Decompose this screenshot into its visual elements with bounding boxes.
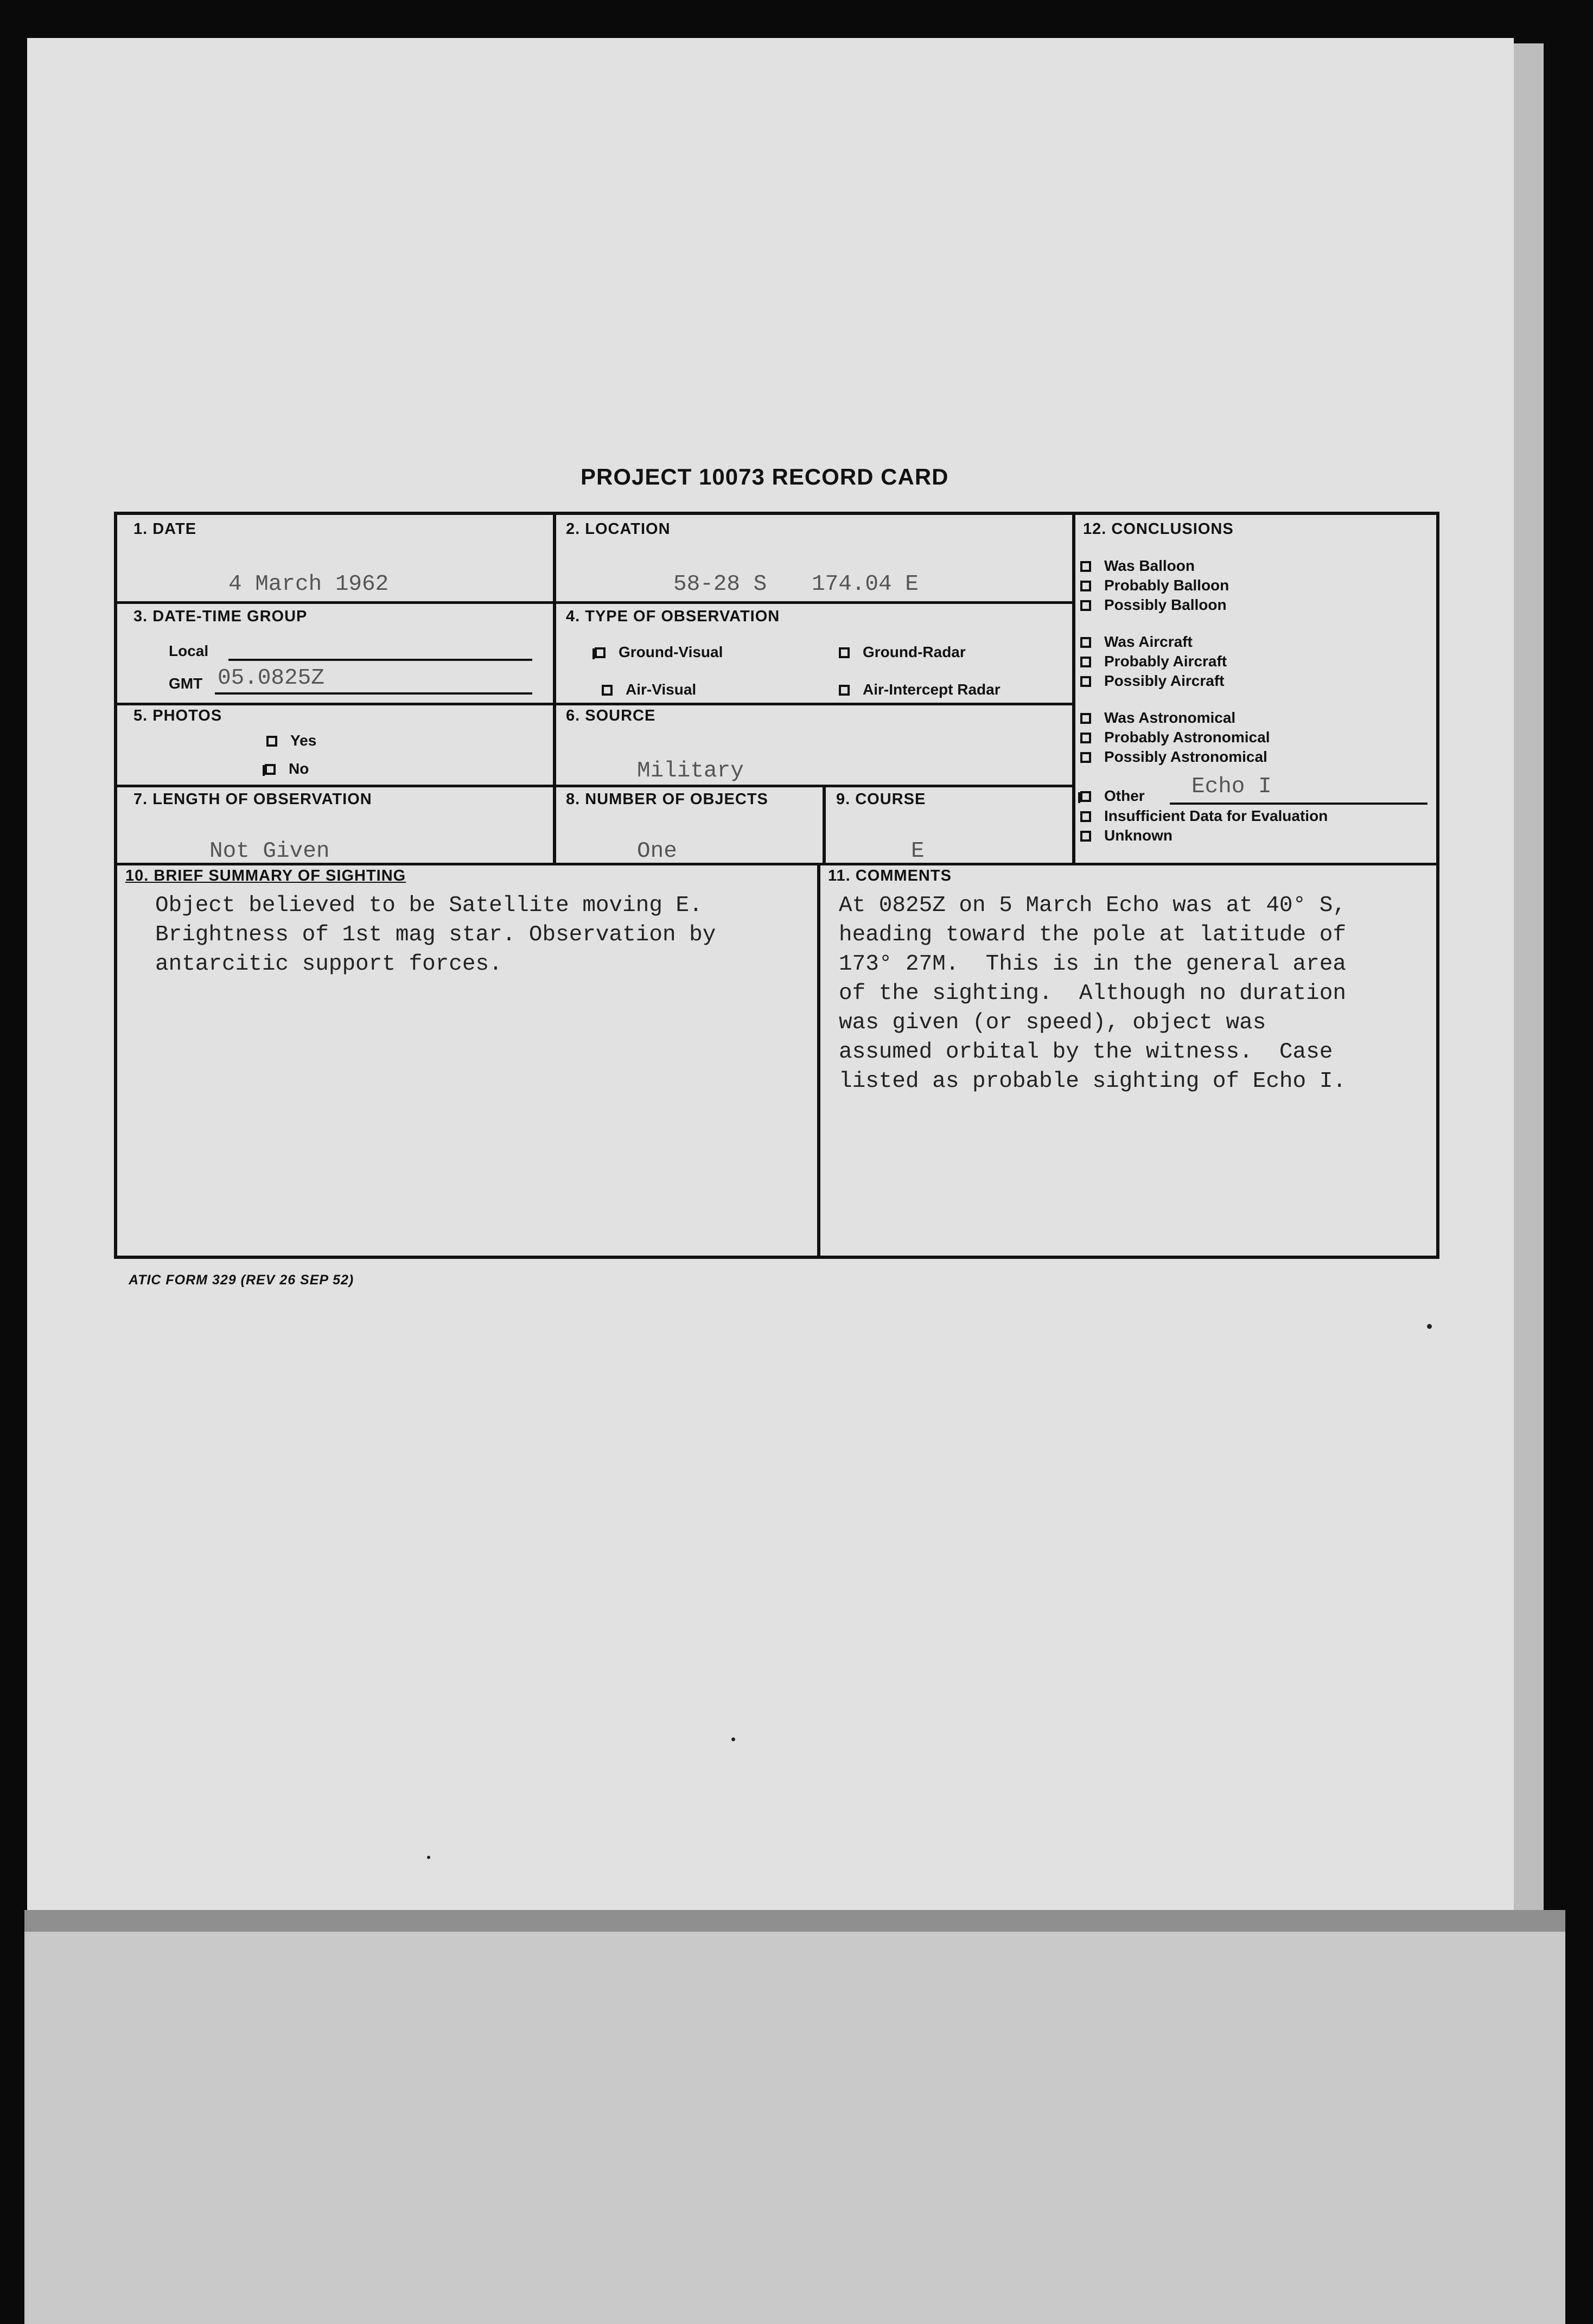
conclusion-checkbox bbox=[1080, 676, 1091, 687]
conclusion-item bbox=[1080, 672, 1224, 690]
paper-edge bbox=[1514, 43, 1544, 1910]
location-lat: 58-28 S bbox=[673, 572, 767, 597]
conclusion-other-checkbox bbox=[1080, 791, 1091, 802]
conclusion-checkbox bbox=[1080, 713, 1091, 724]
sheet-fold bbox=[24, 1910, 1565, 1932]
local-label: Local bbox=[169, 642, 209, 659]
gmt-label: GMT bbox=[169, 675, 203, 692]
conclusion-text: Probably Balloon bbox=[1104, 577, 1229, 594]
rule-col-a bbox=[553, 515, 556, 863]
conclusion-text: Was Balloon bbox=[1104, 557, 1195, 574]
conclusion-item bbox=[1080, 729, 1270, 746]
conclusion-checkbox bbox=[1080, 561, 1091, 572]
conclusion-unknown-text: Unknown bbox=[1104, 827, 1173, 844]
photos-yes-option bbox=[266, 732, 316, 749]
location-lon: 174.04 E bbox=[812, 572, 919, 597]
conclusion-unknown bbox=[1080, 827, 1173, 844]
comments-line-1: At 0825Z on 5 March Echo was at 40° S, bbox=[839, 893, 1346, 918]
conclusion-unknown-checkbox bbox=[1080, 831, 1091, 842]
comments-label: 11. COMMENTS bbox=[828, 867, 952, 884]
ground-visual-checkbox bbox=[595, 647, 606, 658]
rule-row-2 bbox=[117, 703, 1074, 705]
summary-line-2: Brightness of 1st mag star. Observation by bbox=[155, 922, 716, 947]
conclusion-item bbox=[1080, 557, 1195, 575]
air-visual-option bbox=[602, 681, 696, 698]
conclusions-label: 12. CONCLUSIONS bbox=[1083, 520, 1234, 538]
conclusion-other-text: Other bbox=[1104, 787, 1145, 804]
conclusion-insufficient bbox=[1080, 807, 1328, 825]
form-id: ATIC FORM 329 (REV 26 SEP 52) bbox=[129, 1272, 354, 1288]
gmt-value: 05.0825Z bbox=[218, 666, 324, 691]
ground-radar-option bbox=[839, 644, 966, 661]
date-label: 1. DATE bbox=[133, 520, 197, 538]
summary-line-1: Object believed to be Satellite moving E. bbox=[155, 893, 703, 918]
conclusion-checkbox bbox=[1080, 733, 1091, 743]
conclusion-text: Possibly Astronomical bbox=[1104, 748, 1267, 765]
photos-no-text: No bbox=[289, 760, 309, 777]
conclusion-insufficient-text: Insufficient Data for Evaluation bbox=[1104, 807, 1328, 824]
conclusion-other-underline bbox=[1170, 803, 1428, 805]
conclusion-other-value: Echo I bbox=[1191, 774, 1272, 799]
photos-no-option bbox=[265, 760, 309, 778]
card-title: PROJECT 10073 RECORD CARD bbox=[581, 464, 949, 489]
comments-line-7: listed as probable sighting of Echo I. bbox=[839, 1069, 1346, 1094]
comments-line-4: of the sighting. Although no duration bbox=[839, 981, 1346, 1006]
length-value: Not Given bbox=[209, 839, 330, 864]
lower-sheet bbox=[24, 1910, 1565, 2324]
ground-radar-text: Ground-Radar bbox=[863, 644, 966, 660]
conclusion-item bbox=[1080, 633, 1193, 651]
photos-label: 5. PHOTOS bbox=[133, 707, 222, 724]
rule-row-3 bbox=[117, 785, 1074, 787]
photos-yes-text: Yes bbox=[290, 732, 317, 749]
air-intercept-checkbox bbox=[839, 685, 850, 696]
conclusion-item bbox=[1080, 748, 1267, 766]
conclusion-item bbox=[1080, 709, 1235, 727]
speck bbox=[427, 1856, 430, 1859]
conclusion-checkbox bbox=[1080, 600, 1091, 611]
conclusion-text: Probably Astronomical bbox=[1104, 729, 1270, 746]
comments-line-6: assumed orbital by the witness. Case bbox=[839, 1040, 1333, 1065]
conclusion-text: Possibly Balloon bbox=[1104, 596, 1227, 613]
speck bbox=[731, 1737, 735, 1741]
speck bbox=[1427, 1324, 1432, 1329]
num-objects-label: 8. NUMBER OF OBJECTS bbox=[566, 791, 768, 808]
conclusion-checkbox bbox=[1080, 752, 1091, 763]
ground-visual-text: Ground-Visual bbox=[619, 644, 723, 660]
conclusion-text: Was Astronomical bbox=[1104, 709, 1236, 726]
conclusion-text: Was Aircraft bbox=[1104, 633, 1193, 650]
conclusion-other bbox=[1080, 787, 1145, 805]
photos-yes-checkbox bbox=[266, 736, 277, 747]
conclusion-item bbox=[1080, 596, 1227, 614]
source-value: Military bbox=[637, 759, 744, 784]
air-visual-text: Air-Visual bbox=[626, 681, 697, 698]
conclusion-checkbox bbox=[1080, 581, 1091, 591]
length-label: 7. LENGTH OF OBSERVATION bbox=[133, 791, 372, 808]
conclusion-item bbox=[1080, 653, 1227, 670]
photos-no-checkbox bbox=[265, 764, 276, 775]
local-underline bbox=[228, 659, 532, 661]
comments-line-5: was given (or speed), object was bbox=[839, 1010, 1266, 1035]
air-intercept-text: Air-Intercept Radar bbox=[863, 681, 1001, 698]
rule-col-b bbox=[1072, 515, 1075, 863]
location-label: 2. LOCATION bbox=[566, 520, 671, 538]
rule-row-1 bbox=[117, 601, 1074, 604]
record-card bbox=[114, 512, 1439, 1259]
date-value: 4 March 1962 bbox=[228, 572, 389, 597]
source-label: 6. SOURCE bbox=[566, 707, 656, 724]
rule-col-d bbox=[817, 863, 820, 1259]
conclusion-insufficient-checkbox bbox=[1080, 811, 1091, 822]
course-value: E bbox=[911, 839, 925, 864]
comments-line-3: 173° 27M. This is in the general area bbox=[839, 952, 1346, 977]
course-label: 9. COURSE bbox=[836, 791, 926, 808]
air-visual-checkbox bbox=[602, 685, 613, 696]
conclusion-item bbox=[1080, 577, 1229, 594]
ground-radar-checkbox bbox=[839, 647, 850, 658]
summary-line-3: antarcitic support forces. bbox=[155, 952, 502, 977]
gmt-underline bbox=[215, 692, 532, 695]
num-objects-value: One bbox=[637, 839, 677, 864]
conclusion-checkbox bbox=[1080, 637, 1091, 648]
dtg-label: 3. DATE-TIME GROUP bbox=[133, 608, 308, 625]
obs-type-label: 4. TYPE OF OBSERVATION bbox=[566, 608, 780, 625]
conclusion-checkbox bbox=[1080, 657, 1091, 667]
rule-col-c bbox=[823, 785, 826, 863]
comments-line-2: heading toward the pole at latitude of bbox=[839, 922, 1346, 947]
summary-label: 10. BRIEF SUMMARY OF SIGHTING bbox=[125, 867, 406, 884]
ground-visual-option bbox=[595, 644, 723, 661]
conclusion-text: Probably Aircraft bbox=[1104, 653, 1227, 670]
conclusion-text: Possibly Aircraft bbox=[1104, 672, 1225, 689]
air-intercept-option bbox=[839, 681, 1001, 698]
